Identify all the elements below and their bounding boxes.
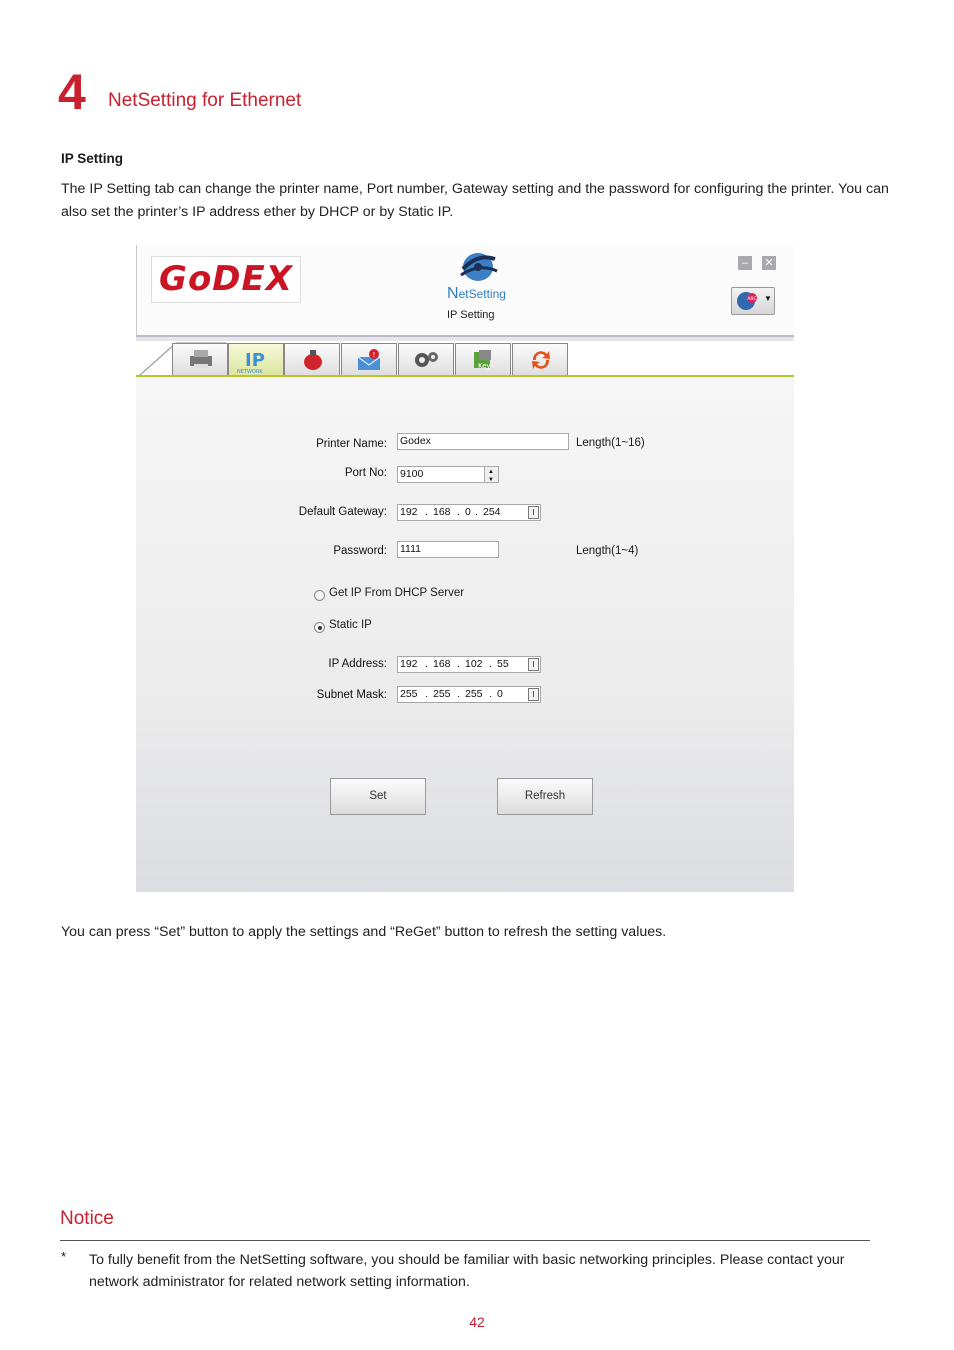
- notice-divider: [60, 1240, 870, 1241]
- mask-octet-1: 255: [400, 688, 418, 700]
- gateway-octet-2: 168: [433, 506, 451, 518]
- printer-name-input[interactable]: Godex: [397, 433, 569, 450]
- port-label: Port No:: [344, 467, 387, 479]
- tab-email-alert[interactable]: [341, 343, 397, 375]
- chevron-down-icon: ▼: [764, 294, 772, 303]
- password-input[interactable]: 1111: [397, 541, 499, 558]
- password-hint: Length(1~4): [576, 545, 639, 557]
- static-ip-radio[interactable]: [314, 622, 325, 633]
- mask-octet-4: 0: [497, 688, 503, 700]
- notice-title: Notice: [60, 1208, 114, 1229]
- gateway-octet-4: 254: [483, 506, 501, 518]
- godex-logo: [151, 256, 301, 303]
- tab-key[interactable]: [455, 343, 511, 375]
- mask-octet-2: 255: [433, 688, 451, 700]
- password-label: Password:: [333, 545, 387, 557]
- tab-bar: [136, 341, 794, 377]
- after-paragraph: You can press “Set” button to apply the settings and “ReGet” button to refresh the setting values.: [61, 924, 667, 940]
- notice-text: To fully benefit from the NetSetting software, you should be familiar with basic networking principles. Please contact your network administrator for related network setting information.: [89, 1252, 845, 1290]
- globe-icon: [455, 249, 501, 285]
- key-icon: [470, 348, 498, 372]
- intro-paragraph: The IP Setting tab can change the printer name, Port number, Gateway setting and the password for configuring the printer. You can also set the printer’s IP address ether by DHCP or by Static IP.: [61, 181, 889, 220]
- port-stepper[interactable]: [397, 466, 499, 483]
- brand-name: [447, 285, 506, 303]
- subnet-mask-field[interactable]: 255 . 255 . 255 . 0 I: [397, 686, 541, 703]
- printer-name-hint: Length(1~16): [576, 437, 645, 449]
- language-globe-icon: [736, 291, 758, 311]
- tab-ip-setting[interactable]: [228, 343, 284, 375]
- netsetting-window: [136, 245, 794, 892]
- ip-octet-1: 192: [400, 658, 418, 670]
- spin-arrows-icon[interactable]: ▲ ▼: [484, 467, 498, 482]
- ip-cursor-icon[interactable]: I: [528, 658, 539, 671]
- mask-octet-3: 255: [465, 688, 483, 700]
- ip-network-icon: [237, 348, 271, 375]
- tab-configuration[interactable]: [398, 343, 454, 375]
- close-icon[interactable]: ✕: [762, 256, 776, 270]
- chapter-number: 4: [58, 64, 86, 120]
- language-badge-text: ABC: [747, 297, 757, 302]
- ip-cursor-icon[interactable]: I: [528, 688, 539, 701]
- chapter-title: NetSetting for Ethernet: [108, 90, 302, 111]
- ip-octet-2: 168: [433, 658, 451, 670]
- language-button[interactable]: [731, 287, 775, 315]
- svg-text:Key: Key: [478, 362, 491, 370]
- refresh-icon: [527, 348, 555, 372]
- gateway-ip-field[interactable]: 192 . 168 . 0 . 254 I: [397, 504, 541, 521]
- ip-octet-3: 102: [465, 658, 483, 670]
- alert-bell-icon: [299, 348, 327, 372]
- dhcp-label: Get IP From DHCP Server: [329, 587, 465, 599]
- refresh-button[interactable]: Refresh: [497, 778, 593, 815]
- dhcp-radio[interactable]: [314, 590, 325, 601]
- printer-icon: [187, 348, 215, 370]
- gears-icon: [413, 348, 441, 372]
- port-value: 9100: [400, 468, 424, 480]
- ip-octet-4: 55: [497, 658, 509, 670]
- section-heading: IP Setting: [61, 151, 124, 166]
- static-ip-label: Static IP: [329, 619, 372, 631]
- svg-text:IP: IP: [245, 350, 265, 371]
- subnet-mask-label: Subnet Mask:: [316, 689, 387, 701]
- brand-rest: etSetting: [458, 287, 506, 301]
- gateway-label: Default Gateway:: [298, 506, 387, 518]
- ip-cursor-icon[interactable]: I: [528, 506, 539, 519]
- ip-address-label: IP Address:: [328, 658, 387, 670]
- page-number: 42: [469, 1314, 485, 1330]
- logo-text: GoDEX: [159, 259, 293, 299]
- mail-alert-icon: [356, 348, 384, 372]
- gateway-octet-1: 192: [400, 506, 418, 518]
- printer-name-label: Printer Name:: [316, 438, 387, 450]
- tab-update[interactable]: [512, 343, 568, 375]
- tab-printer[interactable]: [172, 343, 228, 375]
- ip-address-field[interactable]: 192 . 168 . 102 . 55 I: [397, 656, 541, 673]
- brand-first-letter: N: [447, 285, 459, 302]
- ip-setting-panel: [136, 377, 794, 892]
- notice-bullet: *: [61, 1249, 67, 1264]
- tab-alert[interactable]: [284, 343, 340, 375]
- set-button[interactable]: Set: [330, 778, 426, 815]
- gateway-octet-3: 0: [465, 506, 471, 518]
- svg-text:!: !: [372, 351, 376, 359]
- app-header: [136, 245, 794, 337]
- tab-ip-caption: NETWORK: [237, 369, 263, 375]
- minimize-icon[interactable]: –: [738, 256, 752, 270]
- window-subtitle: IP Setting: [447, 309, 495, 321]
